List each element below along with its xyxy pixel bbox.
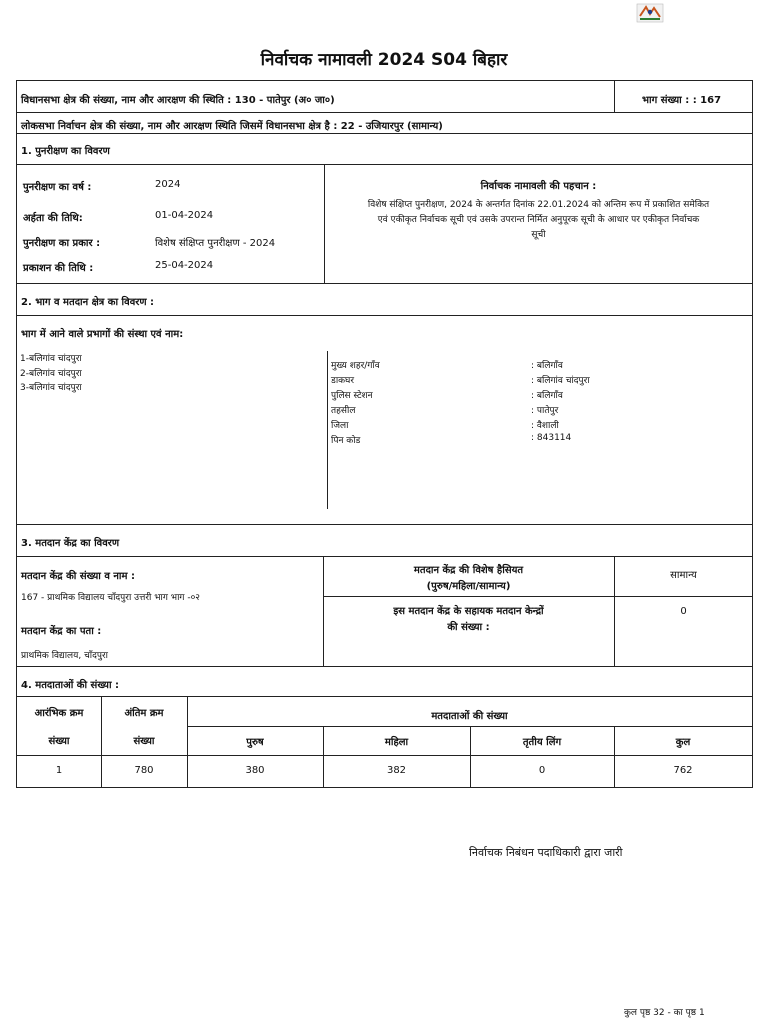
district-label: जिला [331, 421, 349, 431]
total-header: कुल [675, 737, 691, 748]
election-commission-logo-icon [636, 2, 664, 24]
roll-identity-heading: निर्वाचक नामावली की पहचान : [480, 181, 597, 192]
special-status-value: सामान्य [670, 570, 697, 581]
section-item: 3-बलिगांव चांदपुरा [20, 383, 82, 393]
start-serial-header: आरंभिक क्रम [34, 708, 84, 719]
sections-subheading: भाग में आने वाले प्रभागों की संस्था एवं नाम: [21, 329, 184, 340]
start-serial-value: 1 [55, 765, 63, 776]
roll-identity-line: सूची [531, 230, 546, 240]
male-header: पुरुष [246, 737, 264, 748]
qualifying-date-value: 01-04-2024 [155, 210, 214, 221]
pin-code-label: पिन कोड [331, 436, 361, 446]
revision-type-label: पुनरीक्षण का प्रकार : [23, 238, 101, 249]
roll-identity-line: विशेष संक्षिप्त पुनरीक्षण, 2024 के अन्तर्गत दिनांक 22.01.2024 को अन्तिम रूप में प्रकाशित समेकित [367, 200, 710, 210]
female-header: महिला [384, 737, 409, 748]
station-address-value: प्राथमिक विद्यालय, चाँदपुरा [21, 651, 109, 661]
male-value: 380 [245, 765, 265, 776]
district-value: : वैशाली [531, 421, 559, 431]
voters-count-header: मतदाताओं की संख्या [431, 711, 508, 722]
section-item: 1-बलिगांव चांदपुरा [20, 354, 82, 364]
section4-heading: 4. मतदाताओं की संख्या : [21, 680, 120, 691]
roll-identity-line: एवं एकीकृत निर्वाचक सूची एवं उसके उपरान्त निर्मित अनुपूरक सूची के आधार पर एकीकृत निर्वाचक [377, 215, 700, 225]
police-station-label: पुलिस स्टेशन [331, 391, 373, 401]
special-status-options: (पुरुष/महिला/सामान्य) [426, 581, 511, 592]
special-status-label: मतदान केंद्र की विशेष हैसियत [413, 565, 524, 576]
female-value: 382 [386, 765, 407, 776]
third-gender-header: तृतीय लिंग [522, 737, 562, 748]
document-title: निर्वाचक नामावली 2024 S04 बिहार [260, 50, 508, 70]
revision-type-value: विशेष संक्षिप्त पुनरीक्षण - 2024 [155, 238, 276, 249]
post-office-label: डाकघर [331, 376, 355, 386]
issued-by-text: निर्वाचक निबंधन पदाधिकारी द्वारा जारी [469, 846, 623, 859]
third-gender-value: 0 [538, 765, 546, 776]
section3-heading: 3. मतदान केंद्र का विवरण [21, 538, 120, 549]
end-serial-header: अंतिम क्रम [124, 708, 164, 719]
qualifying-date-label: अर्हता की तिथि: [23, 213, 83, 224]
end-serial-header-2: संख्या [133, 736, 155, 747]
revision-year-label: पुनरीक्षण का वर्ष : [23, 182, 92, 193]
aux-stations-value: 0 [680, 606, 687, 617]
start-serial-header-2: संख्या [48, 736, 70, 747]
police-station-value: : बलिगाँव [531, 391, 563, 401]
tehsil-value: : पातेपुर [531, 406, 559, 416]
aux-stations-label-2: की संख्या : [447, 622, 490, 633]
section2-heading: 2. भाग व मतदान क्षेत्र का विवरण : [21, 297, 155, 308]
main-village-label: मुख्य शहर/गाँव [331, 361, 380, 371]
publication-date-value: 25-04-2024 [155, 260, 214, 271]
assembly-constituency: विधानसभा क्षेत्र की संख्या, नाम और आरक्षण की स्थिति : 130 - पातेपुर (अ० जा०) [21, 95, 335, 106]
station-number-label: मतदान केंद्र की संख्या व नाम : [21, 571, 135, 582]
section-item: 2-बलिगांव चांदपुरा [20, 369, 82, 379]
total-value: 762 [673, 765, 693, 776]
publication-date-label: प्रकाशन की तिथि : [23, 263, 94, 274]
post-office-value: : बलिगांव चांदपुरा [531, 376, 590, 386]
tehsil-label: तहसील [331, 406, 356, 416]
main-village-value: : बलिगाँव [531, 361, 563, 371]
pin-code-value: : 843114 [531, 433, 572, 443]
section1-heading: 1. पुनरीक्षण का विवरण [21, 146, 110, 157]
revision-year-value: 2024 [155, 179, 181, 190]
station-address-label: मतदान केंद्र का पता : [21, 626, 102, 637]
aux-stations-label: इस मतदान केंद्र के सहायक मतदान केन्द्रों [393, 606, 544, 617]
end-serial-value: 780 [134, 765, 154, 776]
page-number: कुल पृष्ठ 32 - का पृष्ठ 1 [624, 1008, 705, 1018]
part-number: भाग संख्या : : 167 [642, 95, 722, 106]
parliament-constituency: लोकसभा निर्वाचन क्षेत्र की संख्या, नाम और आरक्षण स्थिति जिसमें विधानसभा क्षेत्र है : 22 - उजियारपुर (सामान्य) [21, 121, 443, 132]
station-number-value: 167 - प्राथमिक विद्यालय चाँदपुरा उत्तरी भाग भाग -०२ [21, 593, 200, 603]
roll-frame [16, 80, 753, 788]
